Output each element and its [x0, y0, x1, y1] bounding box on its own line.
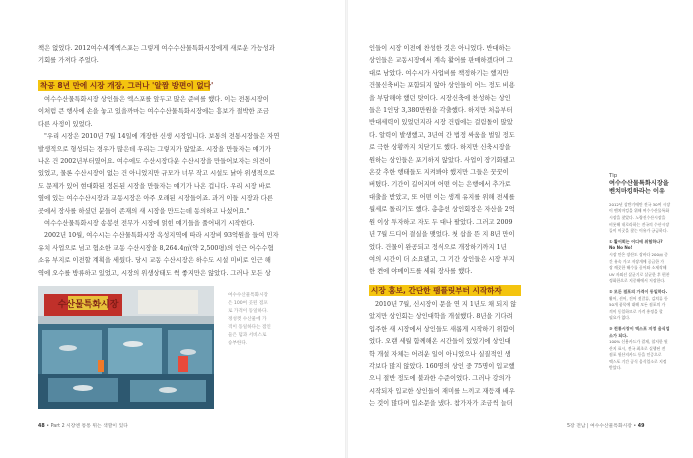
right-line: 입주한 새 시장에서 상인들도 새롭게 시작하기 위함이 [369, 325, 515, 333]
tip-item-title: ③ 전통시장이 엑스포 지정 음식업 [609, 325, 670, 331]
right-section-heading: 시장 홍보, 간단한 팸플릿부터 시작하자 [371, 286, 502, 295]
right-line: 을 부담해야 했던 탓이다. 시장신축에 찬성하는 상인 [369, 94, 511, 102]
right-footer-title: 5장 전남 | 여수수산물특화시장 [567, 424, 632, 429]
caption-line: 은 100여 곳된 점포 [228, 301, 268, 306]
tip-title-line: 벤치마킹하라는 이유 [609, 188, 665, 196]
right-line: 었다. 오랜 세월 함께해온 시간들이 있었기에 상인대 [369, 338, 511, 346]
right-line: 로 극한 상황까지 치닫기도 했다. 하지만 신축시장을 [369, 144, 511, 152]
right-line: 대출을 받았고, 또 어떤 이는 생계 유지를 위해 전세를 [369, 193, 515, 201]
tip-item-title: ② 모든 점포의 가격이 동일하다. [609, 288, 668, 294]
right-line: 원 이상 투자하고 자도 두 대나 팔았다. 그러고 2009 [369, 218, 513, 226]
right-page-number: 49 [637, 424, 645, 429]
paragraph-line: 유치 사업으로 넘고 협소한 교동 수산시장을 8,264.4㎡(약 2,500평)의 인근 어수수협 [38, 244, 274, 252]
tip-intro-line: 시장을 찾았다. 노량진수산시장을 [609, 215, 666, 220]
tip-item-line: 50개 품목에 대해 모든 점포의 가 [609, 302, 666, 308]
right-line: 년 7월 드디어 결실을 맺었다. 첫 삽을 뜬 지 8년 만이 [369, 231, 515, 239]
left-intro-line: 기회를 가져다 주었다. [38, 57, 99, 65]
right-main-column-top [369, 43, 589, 279]
tip-item-line: 활어, 선어, 건어 젓갈류, 김치류 등 [609, 295, 668, 301]
paragraph-line: 여수수산물특화시장 송봉선 전무가 시장에 얽힌 얘기들을 풀어내기 시작한다. [44, 220, 255, 228]
photo-caption [228, 292, 306, 348]
market-fish-tank-photo [38, 286, 214, 409]
caption-line: 여수수산물특화시장 [228, 293, 268, 298]
paragraph-line: 소유 부지로 이전할 계획을 세웠다. 당시 교동 수산시장은 하수도 시설 미비로 인근 해 [38, 257, 271, 265]
tip-item-line: 100% 신용카드가 결제, 철저한 원 [609, 339, 668, 345]
right-line: 대로 남았다. 여수시가 사업비를 책정하기는 했지만 [369, 69, 509, 77]
paragraph-line: 발생적으로 형성되는 경우가 많은데 우리는 그렇지가 않았죠. 시장을 만들자는 얘기가 [38, 145, 271, 153]
right-main-column-bottom [369, 299, 589, 411]
left-footer [38, 422, 128, 429]
paragraph-line: 도 문제가 있어 현대화된 정돈된 시장을 만들자는 얘기가 나온 겁니다. 우리 시장 바로 [38, 182, 271, 190]
paragraph-line: 있었고, 물론 수산시장이 없는 건 아니었지만 규모가 너무 작고 시설도 낡아 위생적으로 [38, 170, 275, 178]
left-main-column [38, 94, 306, 280]
left-footer-title: Part 2 시장엔 통통 튀는 색깔이 있다 [50, 424, 128, 429]
tip-item-line: 격이 동일하므로 가격 흥정을 할 [609, 308, 663, 314]
paragraph-line: 이처럼 큰 행사에 손을 놓고 있을까마는 여수수산물특화시장에는 흥보가 절박한 조금 [38, 108, 269, 116]
right-line: 상인들은 교동시장에서 계속 활어를 판매하겠다며 그 [369, 57, 513, 65]
paragraph-line: 나온 건 2002년부터였어요. 여수에도 수산시장다운 수산시장을 만들어보자는 의견이 [38, 158, 271, 166]
caption-line: 로 가격이 동일하다. [228, 309, 268, 314]
right-line: 인들이 시장 이전에 찬성한 것은 아니었다. 반대하는 [369, 45, 511, 52]
right-line: 시작되자 입교한 상인들이 재미를 느끼고 재등재 배우 [369, 387, 515, 395]
caption-line: 승부한다. [228, 341, 248, 346]
tip-item-line: 산지 표시, 전국 최초로 실행된 전 [609, 345, 666, 351]
paragraph-line: 다른 사정이 있었다. [38, 120, 93, 128]
right-line: 버텼다. 기간이 길어지며 어떤 이는 은행에서 추가로 [369, 181, 511, 189]
right-line: 었다. 건물이 완공되고 정식으로 개장하기까지 1년 [369, 243, 507, 251]
paragraph-line: "우리 시장은 2010년 7월 14일에 개장한 신생 시장입니다. 보통의 전통시장들은 자연 [44, 133, 280, 141]
tip-item-title: No No No! [609, 245, 633, 251]
tip-item-line: 필요가 없다. [609, 315, 631, 321]
right-line: 들은 1인당 3,380만원을 각출했다. 하지만 처음부터 [369, 107, 513, 115]
left-page-number: 48 [38, 424, 45, 429]
right-line: 한 켠에 야메이드를 세워 장사를 했다. [369, 268, 473, 276]
photo-sign-text: 수산물특화시장 [57, 300, 119, 310]
caption-line: 격이 동일하다는 점인 [228, 325, 271, 330]
tip-sidebar [609, 172, 674, 372]
page-gutter [345, 0, 348, 458]
tip-intro-line: 들이 이곳을 찾는 이유가 궁금하다. [609, 228, 668, 234]
right-line: 았지만 상인회는 상인대학을 개설했다. 8년을 기다려 [369, 313, 513, 321]
caption-line: 들은 덤과 서비스로 [228, 333, 267, 338]
tip-title-line: 여수수산물특화시장을 [609, 180, 669, 187]
footer-separator: • [633, 424, 638, 429]
right-line: 온갖 추한 행태들도 지켜봐야 했지만 그들은 꿋꿋이 [369, 169, 509, 177]
tip-item-line: 장 깨끗한 해수를 끌어와 소제작해 [609, 265, 667, 271]
tip-item-line: 엑스포 기간 공식 음식업소로 지정 [609, 358, 667, 364]
paragraph-line: 여수수산물특화시장 상인들은 엑스포를 앞두고 많은 준비를 했다. 이는 전통시장이 [44, 96, 269, 103]
right-line: 월세로 돌리기도 했다. 총총선 상인회장은 자산을 2억 [369, 206, 515, 214]
left-section-heading: 착공 8년 만에 시장 개장, 그러나 '알짬 방편이 없다' [40, 81, 214, 90]
tip-item-line: 간 유속 가고 저장개에 공급한 가 [609, 258, 665, 264]
tip-label: Tip [609, 173, 618, 179]
footer-separator: • [46, 424, 51, 429]
right-line: 는 것이 많다며 입소문을 냈다. 참가자가 조금씩 늘더 [369, 400, 513, 408]
paragraph-line: 곳에서 장사를 하셨던 분들이 존재의 새 시장을 만드는데 동의하고 나섰어요." [38, 207, 250, 215]
right-line: 학 개설 자체는 어려운 일이 아니었으나 실질적인 생 [369, 350, 511, 358]
right-line: 여의 시간이 더 소요됐고, 그 기간 상인들은 시장 부지 [369, 255, 515, 263]
tip-item-line: 정화한으로 지중해에서 저장한다. [609, 278, 666, 284]
market-photo-illustration [38, 286, 214, 409]
right-line: 각보다 많지 않았다. 160명의 상인 중 75명이 입교했 [369, 363, 515, 371]
right-footer [567, 422, 644, 429]
tip-item-line: 받았다. [609, 365, 622, 371]
tip-item-title: 소가 되다. [609, 332, 628, 338]
right-line: 으니 절반 정도에 불과한 수준이었다. 그러나 강의가 [369, 375, 511, 383]
tip-item-line: 시장 안은 장산도 장바다 200㎝ 중 [609, 251, 668, 257]
tip-item-line: UV 자외선 살균기로 살균한 후 편찬 [609, 271, 670, 277]
paragraph-line: 옆에 있는 여수수산시장과 교동시장은 아주 오래된 시장들이죠. 과거 이들 시장과 다른 [38, 195, 273, 203]
right-line: 원하는 상인들은 포기하지 않았다. 사업이 장기화됐고 [369, 156, 515, 164]
right-line: 다. 알력이 발생했고, 3년여 간 법정 싸움을 벌일 정도 [369, 131, 515, 139]
tip-intro-line: 2012년 상반기에만 전국 30여 시장 [609, 201, 671, 207]
tip-item-line: 점포 원산지카드 등을 인증으로 [609, 352, 662, 358]
tip-intro-line: 이 벤치마킹을 위해 여수수산물특화 [609, 208, 670, 214]
right-line: 건물신축비는 포함되지 않아 상인들이 어느 정도 비용 [369, 82, 515, 90]
tip-item-title: ① 활어회는 어디에 위험하나? [609, 238, 663, 244]
paragraph-line: 역에 오수를 방류하고 있었고, 시장의 위생상태도 썩 좋지만은 않았다. 그러나 모든 상 [38, 269, 271, 277]
right-line: 2010년 7월, 신시장이 문을 연 지 1년도 채 되지 않 [375, 301, 517, 308]
tip-intro-line: 비롯해 내로라하는 전국의 수산시장 [609, 221, 670, 227]
paragraph-line: 2002년 10월, 여수시는 수산물특화시장 옥성지역에 따라 시장비 93억원을 들여 민자 [44, 232, 279, 240]
left-intro [38, 43, 306, 68]
right-line: 반대세력이 있었던지라 시장 건립에는 걸림돌이 많았 [369, 119, 513, 127]
left-intro-line: 책은 없었다. 2012여수세계엑스포는 그렇게 여수수산물특화시장에게 새로운 가능성과 [38, 45, 275, 52]
caption-line: 정성껏 수산물에 가 [228, 317, 267, 322]
